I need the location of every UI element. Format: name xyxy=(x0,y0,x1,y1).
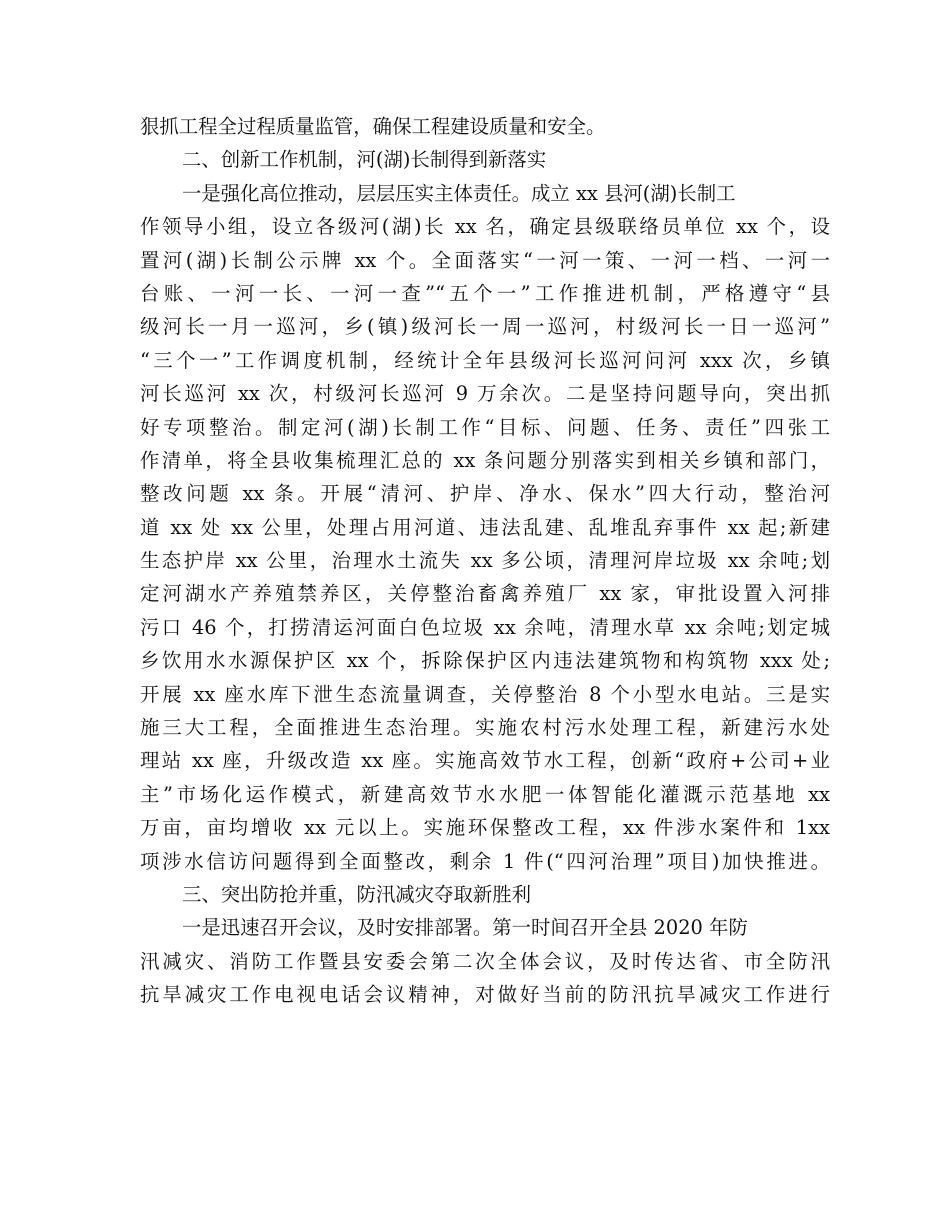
text-line: 污口 46 个，打捞清运河面白色垃圾 xx 余吨，清理水草 xx 余吨;划定城 xyxy=(140,615,830,639)
section-heading: 三、突出防抢并重，防汛减灾夺取新胜利 xyxy=(182,882,532,906)
text-line: 万亩，亩均增收 xx 元以上。实施环保整改工程，xx 件涉水案件和 1xx xyxy=(140,816,830,840)
text-line: 作清单，将全县收集梳理汇总的 xx 条问题分别落实到相关乡镇和部门， xyxy=(140,448,830,472)
text-line: 台账、一河一长、一河一查”“五个一”工作推进机制，严格遵守“县 xyxy=(140,281,830,305)
document-body xyxy=(140,110,830,1012)
paragraph-first-line: 一是强化高位推动，层层压实主体责任。成立 xx 县河(湖)长制工 xyxy=(182,181,736,205)
text-line: 项涉水信访问题得到全面整改，剩余 1 件(“四河治理”项目)加快推进。 xyxy=(140,849,830,873)
text-line: 汛减灾、消防工作暨县安委会第二次全体会议，及时传达省、市全防汛 xyxy=(140,949,830,973)
text-line: 主”市场化运作模式，新建高效节水水肥一体智能化灌溉示范基地 xx xyxy=(140,782,830,806)
text-line: 乡饮用水水源保护区 xx 个，拆除保护区内违法建筑物和构筑物 xxx 处; xyxy=(140,649,830,673)
text-line: 定河湖水产养殖禁养区，关停整治畜禽养殖厂 xx 家，审批设置入河排 xyxy=(140,582,830,606)
section-heading: 二、创新工作机制，河(湖)长制得到新落实 xyxy=(182,148,547,172)
text-line: 整改问题 xx 条。开展“清河、护岸、净水、保水”四大行动，整治河 xyxy=(140,482,830,506)
text-line: 生态护岸 xx 公里，治理水土流失 xx 多公顷，清理河岸垃圾 xx 余吨;划 xyxy=(140,549,830,573)
text-line: 作领导小组，设立各级河(湖)长 xx 名，确定县级联络员单位 xx 个，设 xyxy=(140,215,830,239)
text-line: 级河长一月一巡河，乡(镇)级河长一周一巡河，村级河长一日一巡河” xyxy=(140,315,830,339)
paragraph-first-line: 一是迅速召开会议，及时安排部署。第一时间召开全县 2020 年防 xyxy=(182,916,748,940)
text-line: 河长巡河 xx 次，村级河长巡河 9 万余次。二是坚持问题导向，突出抓 xyxy=(140,382,830,406)
text-line: 道 xx 处 xx 公里，处理占用河道、违法乱建、乱堆乱弃事件 xx 起;新建 xyxy=(140,515,830,539)
text-line: 施三大工程，全面推进生态治理。实施农村污水处理工程，新建污水处 xyxy=(140,716,830,740)
text-line: 好专项整治。制定河(湖)长制工作“目标、问题、任务、责任”四张工 xyxy=(140,415,830,439)
text-line: “三个一”工作调度机制，经统计全年县级河长巡河问河 xxx 次，乡镇 xyxy=(140,348,830,372)
text-line: 狠抓工程全过程质量监管，确保工程建设质量和安全。 xyxy=(140,115,606,138)
text-line: 开展 xx 座水库下泄生态流量调查，关停整治 8 个小型水电站。三是实 xyxy=(140,682,830,706)
text-line: 置河(湖)长制公示牌 xx 个。全面落实“一河一策、一河一档、一河一 xyxy=(140,248,830,272)
text-line: 抗旱减灾工作电视电话会议精神，对做好当前的防汛抗旱减灾工作进行 xyxy=(140,983,830,1007)
text-line: 理站 xx 座，升级改造 xx 座。实施高效节水工程，创新“政府+公司+业 xyxy=(140,749,830,773)
